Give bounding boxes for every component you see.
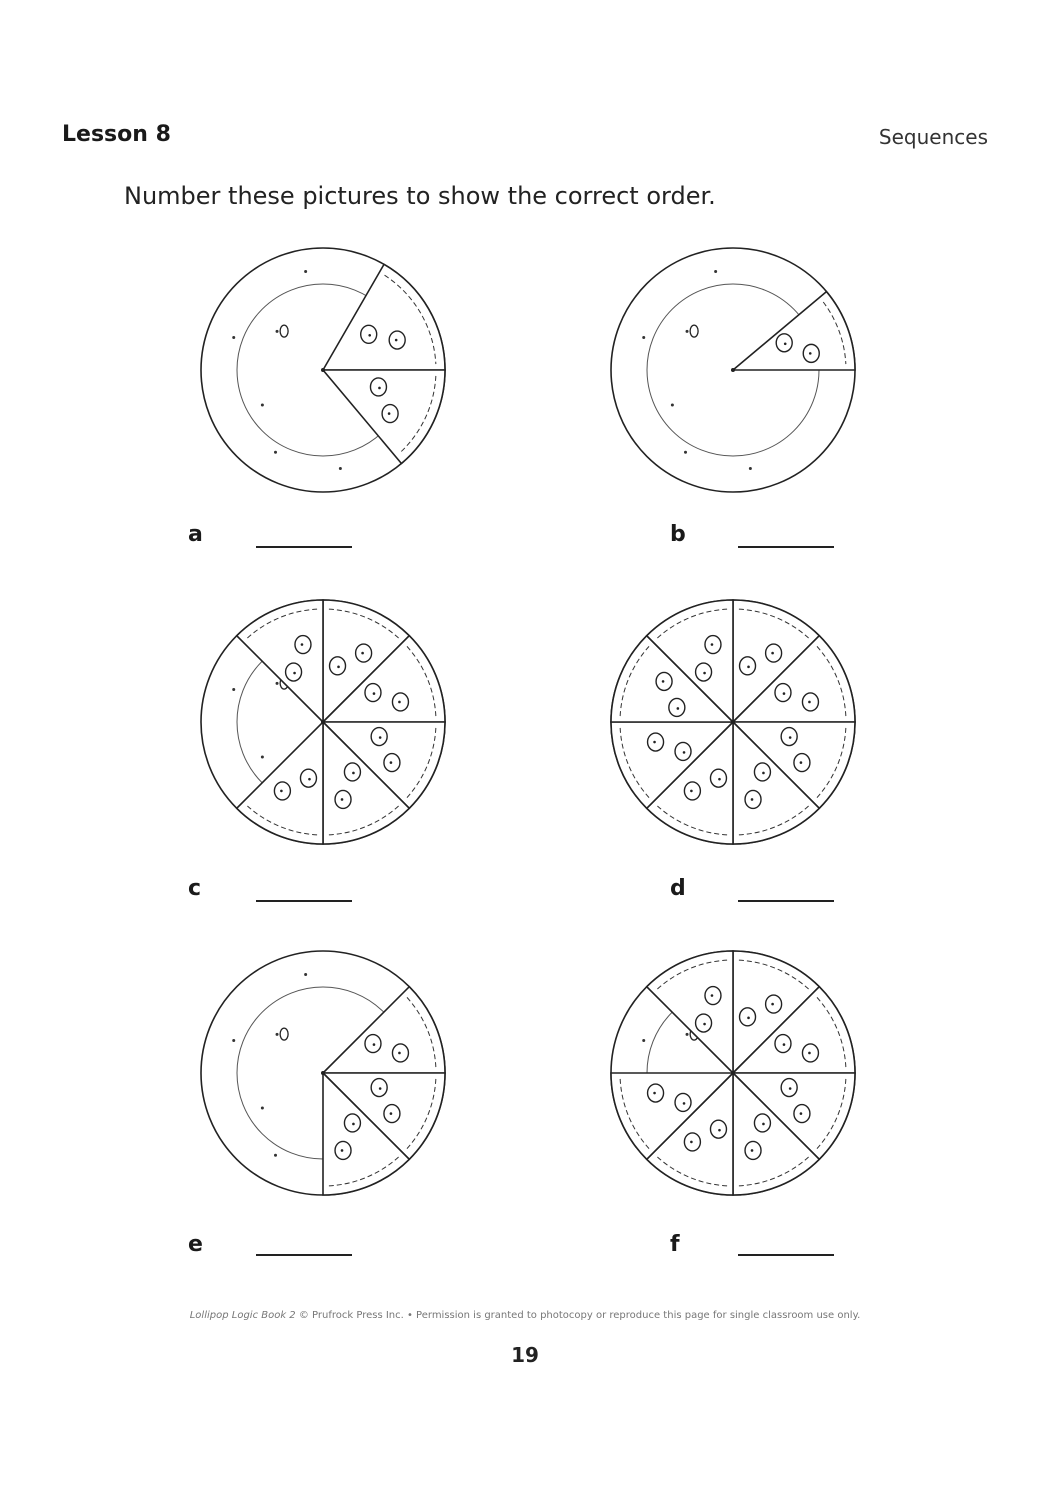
- pizza-icon: [195, 592, 455, 852]
- pizza-picture-a: [195, 240, 455, 500]
- pizza-icon: [605, 592, 865, 852]
- pizza-icon: [605, 943, 865, 1203]
- answer-blank-a[interactable]: [256, 546, 352, 548]
- pizza-picture-d: [605, 592, 865, 852]
- picture-letter-b: b: [670, 522, 686, 547]
- pizza-icon: [195, 240, 455, 500]
- book-title: Lollipop Logic Book 2: [189, 1310, 296, 1321]
- copyright-footer: [0, 1310, 1050, 1321]
- page-number: 19: [511, 1343, 539, 1367]
- pizza-icon: [605, 240, 865, 500]
- answer-blank-c[interactable]: [256, 900, 352, 902]
- pizza-picture-b: [605, 240, 865, 500]
- pizza-picture-e: [195, 943, 455, 1203]
- picture-letter-a: a: [188, 522, 203, 547]
- copyright-notice: © Prufrock Press Inc. • Permission is granted to photocopy or reproduce this page for single classroom use only.: [298, 1310, 861, 1321]
- pizza-picture-c: [195, 592, 455, 852]
- answer-blank-e[interactable]: [256, 1254, 352, 1256]
- instruction-text: Number these pictures to show the correct order.: [124, 182, 716, 210]
- topic-label: Sequences: [878, 125, 988, 149]
- lesson-title: Lesson 8: [62, 122, 171, 147]
- answer-blank-d[interactable]: [738, 900, 834, 902]
- picture-letter-f: f: [670, 1232, 680, 1257]
- pizza-picture-f: [605, 943, 865, 1203]
- picture-letter-c: c: [188, 876, 202, 901]
- answer-blank-b[interactable]: [738, 546, 834, 548]
- answer-blank-f[interactable]: [738, 1254, 834, 1256]
- pizza-icon: [195, 943, 455, 1203]
- picture-letter-d: d: [670, 876, 686, 901]
- picture-letter-e: e: [188, 1232, 203, 1257]
